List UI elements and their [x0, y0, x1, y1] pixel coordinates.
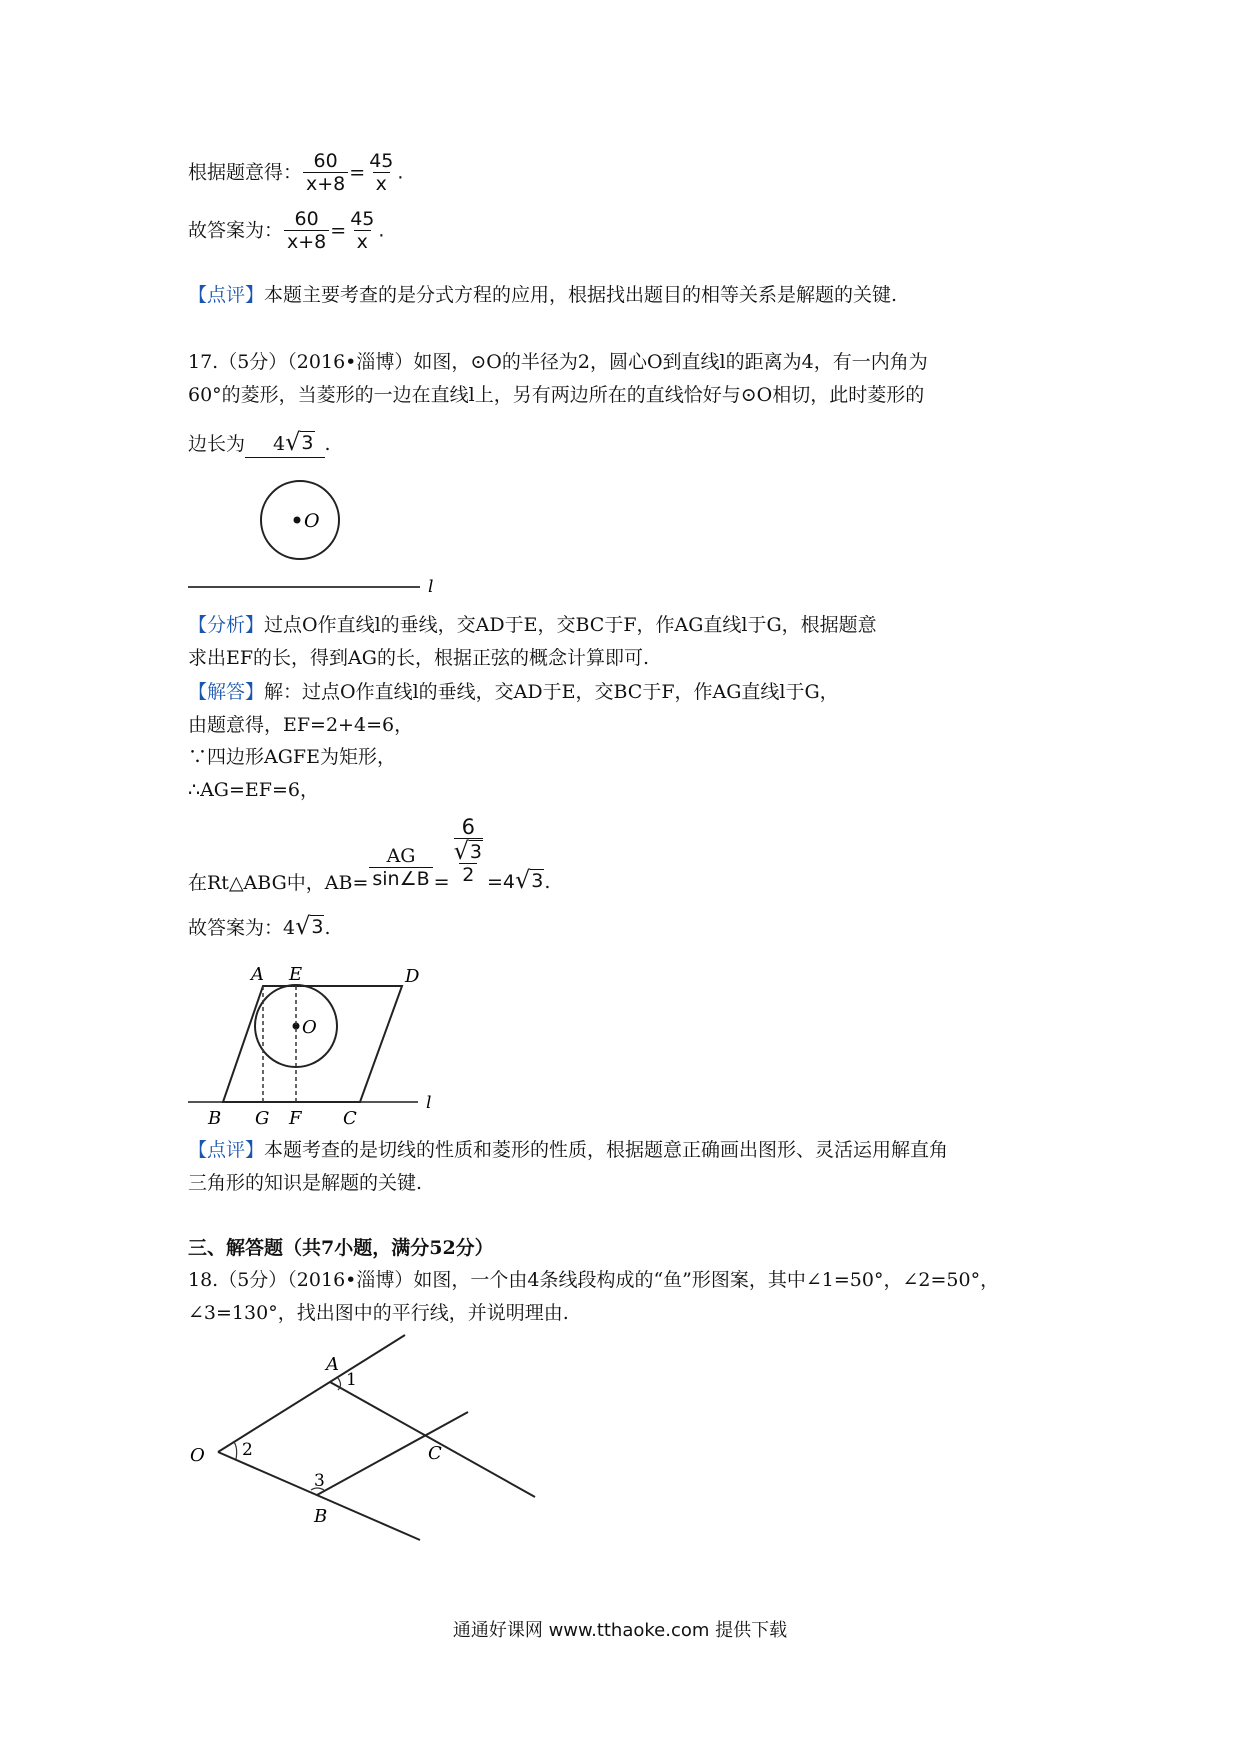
segment-ac-extended [330, 1382, 535, 1497]
denominator: x+8 [284, 230, 329, 253]
radicand: 3 [469, 840, 482, 863]
segment-oa-extended [218, 1335, 405, 1452]
radicand: 3 [301, 432, 314, 454]
label-b: B [208, 1108, 222, 1129]
nested-numerator [451, 816, 486, 863]
q18-line-2: ∠3=130°，找出图中的平行线，并说明理由. [188, 1302, 569, 1324]
numerator: 60 [294, 208, 319, 230]
period: . [397, 161, 404, 184]
fraction [303, 150, 348, 195]
answer-line [188, 914, 331, 941]
solution-tag: 【解答】 [188, 681, 265, 703]
label-c: C [343, 1108, 357, 1129]
label-e: E [289, 964, 303, 985]
fraction [366, 150, 396, 195]
numerator-6: 6 [461, 814, 475, 839]
calc-prefix: 在Rt△ABG中，AB= [188, 872, 369, 894]
numerator: 45 [350, 208, 375, 230]
answer-blank [245, 430, 324, 458]
label-c: C [428, 1443, 442, 1464]
label-a: A [251, 964, 264, 985]
period: . [324, 917, 331, 939]
equals-sign: = [433, 870, 450, 893]
fraction-6-root3-over-2 [451, 816, 486, 886]
sqrt: √ 3 [285, 428, 314, 456]
solution-line-2: 由题意得，EF=2+4=6， [188, 714, 414, 736]
rhombus [223, 986, 402, 1102]
fraction-ag-sinb [369, 845, 432, 890]
analysis-line-2: 求出EF的长，得到AG的长，根据正弦的概念计算即可. [188, 647, 649, 669]
solution-line-1 [188, 679, 839, 705]
period: . [544, 870, 551, 893]
denominator: 2 [459, 863, 477, 886]
numerator: 60 [313, 150, 338, 172]
comment-tag: 【点评】 [188, 1139, 265, 1161]
fraction [284, 208, 329, 253]
label-1: 1 [346, 1370, 357, 1390]
angle-1-arc [338, 1378, 341, 1390]
comment-text: 本题考查的是切线的性质和菱形的性质，根据题意正确画出图形、灵活运用解直角 [264, 1139, 949, 1161]
comment-line-2: 三角形的知识是解题的关键. [188, 1172, 423, 1194]
figure-circle-line [180, 475, 450, 600]
label-o: O [190, 1445, 205, 1466]
analysis-text: 过点O作直线l的垂线，交AD于E，交BC于F，作AG直线l于G，根据题意 [264, 614, 877, 636]
sqrt: √ 3 [453, 836, 482, 865]
figure-fish [180, 1325, 560, 1555]
comment-line-1 [188, 1137, 948, 1163]
q17-line-1: 17.（5分）（2016•淄博）如图，⊙O的半径为2，圆心O到直线l的距离为4，有一内角为 [188, 351, 928, 373]
segment-bc-extended [317, 1412, 468, 1495]
prefix-text: 边长为 [188, 433, 246, 455]
comment-tag: 【点评】 [188, 284, 265, 306]
denominator: x [354, 230, 371, 253]
analysis-tag: 【分析】 [188, 614, 265, 636]
radicand: 3 [531, 869, 544, 892]
label-d: D [405, 966, 420, 987]
radicand: 3 [311, 916, 324, 938]
equals-sign: = [330, 219, 347, 242]
q17-line-3 [188, 430, 331, 458]
label-l: l [428, 577, 434, 597]
denominator: x [373, 172, 390, 195]
label-a: A [326, 1354, 339, 1375]
label-o: O [304, 510, 320, 532]
numerator: 45 [369, 150, 394, 172]
solution-line-3: ∵四边形AGFE为矩形， [188, 746, 396, 768]
comment-text: 本题主要考查的是分式方程的应用，根据找出题目的相等关系是解题的关键. [264, 284, 898, 306]
analysis-line-1 [188, 612, 877, 638]
q18-line-1: 18.（5分）（2016•淄博）如图，一个由4条线段构成的“鱼”形图案，其中∠1=50°，∠2=50°， [188, 1269, 1000, 1291]
period: . [324, 433, 331, 455]
angle-2-arc [234, 1442, 237, 1459]
footer: 通通好课网 www.tthaoke.com 提供下载 [452, 1620, 788, 1641]
answer-prefix: 故答案为：4 [188, 917, 296, 939]
comment-line [188, 282, 897, 308]
sqrt: √ 3 [515, 865, 544, 894]
solution-text: 解：过点O作直线l的垂线，交AD于E，交BC于F，作AG直线l于G， [264, 681, 839, 703]
sqrt: √ 3 [295, 912, 324, 940]
numerator: AG [386, 845, 416, 867]
label-o: O [302, 1017, 317, 1038]
label-f: F [289, 1108, 302, 1129]
label-2: 2 [242, 1440, 253, 1460]
label-b: B [314, 1506, 328, 1527]
label-3: 3 [314, 1471, 325, 1491]
denominator: x+8 [303, 172, 348, 195]
equals-four: =4 [486, 870, 515, 893]
denominator: sin∠B [369, 867, 432, 890]
figure-rhombus [180, 960, 460, 1130]
equation-line-1 [188, 150, 403, 195]
q17-line-2: 60°的菱形，当菱形的一边在直线l上，另有两边所在的直线恰好与⊙O相切，此时菱形的 [188, 384, 925, 406]
label-g: G [255, 1108, 270, 1129]
section-heading: 三、解答题（共7小题，满分52分） [188, 1237, 494, 1259]
prefix-text: 故答案为： [188, 219, 284, 242]
equals-sign: = [349, 161, 366, 184]
equation-line-2 [188, 208, 384, 253]
answer-coefficient: 4 [273, 433, 286, 455]
prefix-text: 根据题意得： [188, 161, 303, 184]
period: . [378, 219, 385, 242]
center-dot [294, 517, 301, 524]
solution-line-4: ∴AG=EF=6， [188, 779, 319, 801]
label-l: l [426, 1093, 432, 1113]
fraction [347, 208, 377, 253]
calc-line [188, 806, 550, 895]
